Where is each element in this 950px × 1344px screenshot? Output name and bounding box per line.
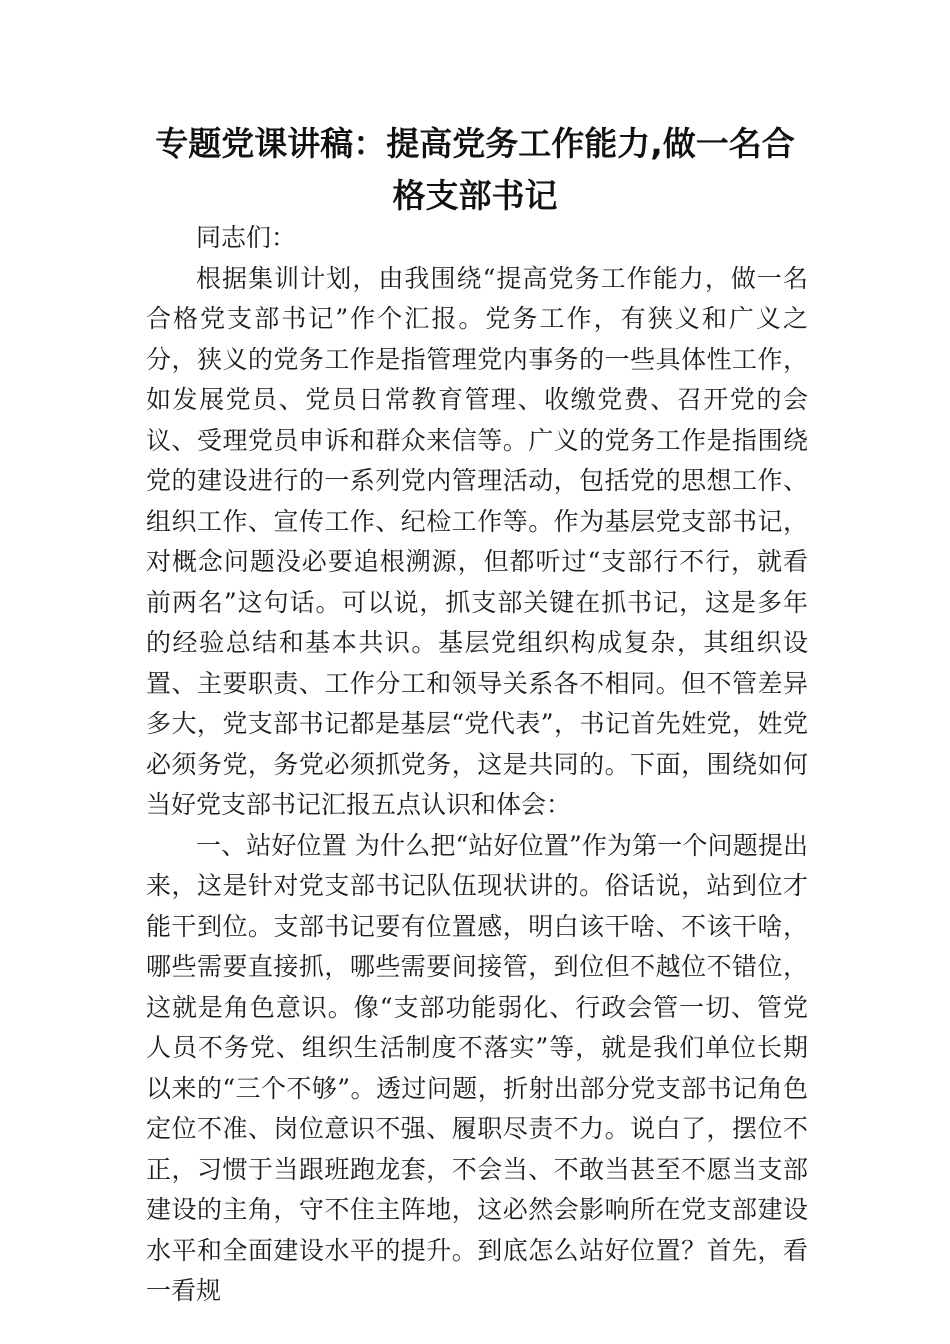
paragraph-section-one: 一、站好位置 为什么把“站好位置”作为第一个问题提出来，这是针对党支部书记队伍现状讲的。俗话说，站到位才能干到位。支部书记要有位置感，明白该干啥、不该干啥，哪些需要直接抓，哪些需要间接管，到位但不越位不错位，这就是角色意识。像“支部功能弱化、行政会管一切、管党人员不务党、组织生活制度不落实”等，就是我们单位长期以来的“三个不够”。透过问题，折射出部分党支部书记角色定位不准、岗位意识不强、履职尽责不力。说白了，摆位不正，习惯于当跟班跑龙套，不会当、不敢当甚至不愿当支部建设的主角，守不住主阵地，这必然会影响所在党支部建设水平和全面建设水平的提升。到底怎么站好位置？首先，看一看规: [146, 830, 808, 1305]
document-title: 专题党课讲稿：提高党务工作能力,做一名合格支部书记: [155, 124, 795, 215]
document-body: [146, 218, 808, 1312]
greeting: 同志们：: [196, 223, 297, 252]
paragraph-intro: 根据集训计划，由我围绕“提高党务工作能力，做一名合格党支部书记”作个汇报。党务工作，有狭义和广义之分，狭义的党务工作是指管理党内事务的一些具体性工作，如发展党员、党员日常教育管理、收缴党费、召开党的会议、受理党员申诉和群众来信等。广义的党务工作是指围绕党的建设进行的一系列党内管理活动，包括党的思想工作、组织工作、宣传工作、纪检工作等。作为基层党支部书记，对概念问题没必要追根溯源，但都听过“支部行不行，就看前两名”这句话。可以说，抓支部关键在抓书记，这是多年的经验总结和基本共识。基层党组织构成复杂，其组织设置、主要职责、工作分工和领导关系各不相同。但不管差异多大，党支部书记都是基层“党代表”，书记首先姓党，姓党必须务党，务党必须抓党务，这是共同的。下面，围绕如何当好党支部书记汇报五点认识和体会：: [146, 263, 808, 819]
